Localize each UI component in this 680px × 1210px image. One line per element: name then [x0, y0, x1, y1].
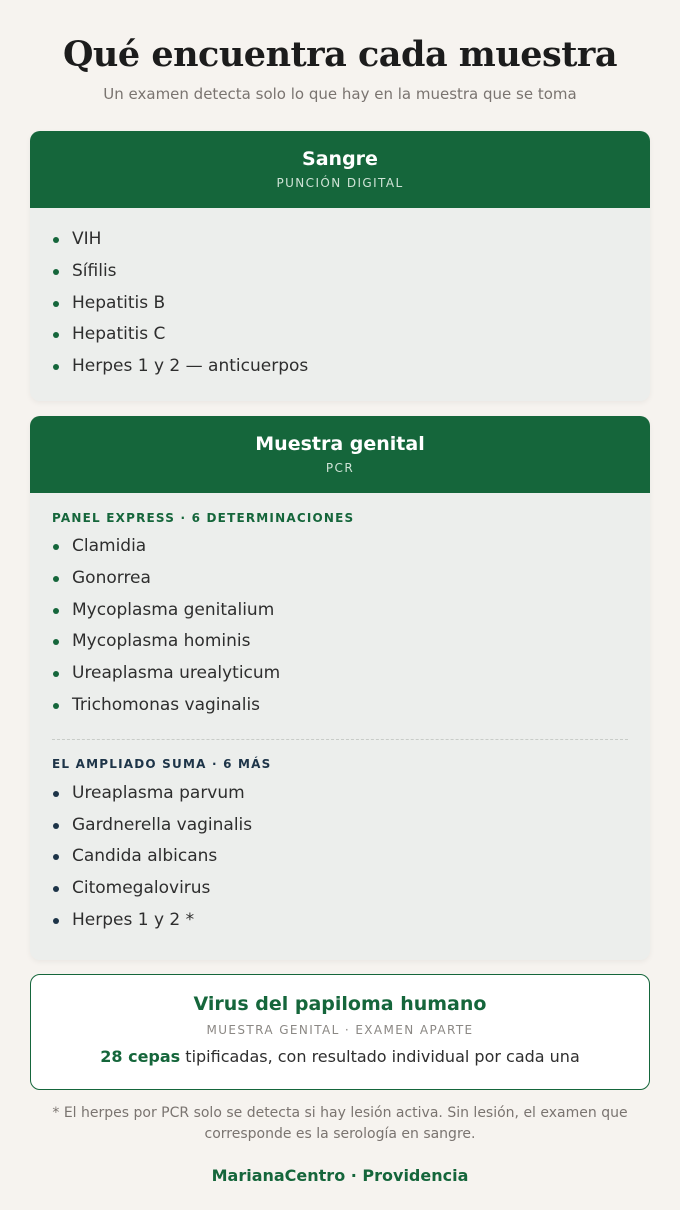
footnote: * El herpes por PCR solo se detecta si hay lesión activa. Sin lesión, el examen que corresponde es la serología en sangre.: [52, 1105, 628, 1142]
list-item: Gonorrea: [52, 563, 650, 595]
list-item: Ureaplasma urealyticum: [52, 658, 650, 690]
list-item: Clamidia: [52, 531, 650, 563]
list-item: Mycoplasma genitalium: [52, 595, 650, 627]
brand-footer: MarianaCentro · Providencia: [211, 1166, 469, 1185]
list-item: Herpes 1 y 2 — anticuerpos: [52, 351, 650, 383]
list-item: Hepatitis C: [52, 319, 650, 351]
express-panel-label: PANEL EXPRESS · 6 DETERMINACIONES: [52, 511, 355, 525]
extended-panel-list: [30, 778, 650, 937]
list-item: Sífilis: [52, 256, 650, 288]
blood-test-list: [30, 224, 650, 383]
list-item: Trichomonas vaginalis: [52, 690, 650, 722]
card-subtitle: PUNCIÓN DIGITAL: [276, 176, 404, 190]
list-item: Citomegalovirus: [52, 873, 650, 905]
card-subtitle: PCR: [325, 461, 355, 475]
page-title: Qué encuentra cada muestra: [62, 34, 618, 75]
hpv-text: tipificadas, con resultado individual por cada una: [180, 1047, 580, 1066]
list-item: Hepatitis B: [52, 288, 650, 320]
hpv-highlight: 28 cepas: [100, 1047, 181, 1066]
extended-panel-label: EL AMPLIADO SUMA · 6 MÁS: [52, 756, 272, 771]
hpv-subtitle: MUESTRA GENITAL · EXAMEN APARTE: [206, 1023, 474, 1037]
express-panel-list: [30, 531, 650, 722]
list-item: Gardnerella vaginalis: [52, 810, 650, 842]
card-title: Muestra genital: [255, 433, 425, 455]
list-item: Herpes 1 y 2 *: [52, 905, 650, 937]
section-divider: [52, 739, 628, 740]
list-item: Ureaplasma parvum: [52, 778, 650, 810]
hpv-card: [30, 974, 650, 1090]
card-header: [30, 416, 650, 493]
genital-sample-card: [30, 416, 650, 960]
hpv-description: [31, 1047, 649, 1066]
hpv-title: Virus del papiloma humano: [193, 993, 487, 1015]
card-title: Sangre: [302, 148, 378, 170]
list-item: Mycoplasma hominis: [52, 626, 650, 658]
page-subtitle: Un examen detecta solo lo que hay en la muestra que se toma: [103, 85, 577, 103]
list-item: VIH: [52, 224, 650, 256]
list-item: Candida albicans: [52, 841, 650, 873]
card-header: [30, 131, 650, 208]
blood-sample-card: [30, 131, 650, 401]
